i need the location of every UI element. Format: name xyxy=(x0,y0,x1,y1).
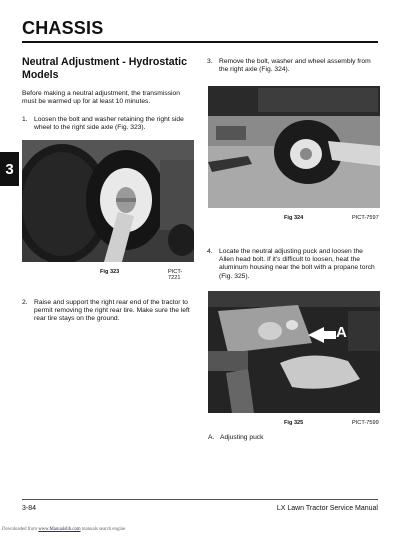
step-text: Remove the bolt, washer and wheel assembly from the right axle (Fig. 324). xyxy=(219,58,371,74)
photo-fig-325 xyxy=(208,291,380,413)
photo-callout-letter: A xyxy=(336,324,347,341)
section-heading: Neutral Adjustment - Hydrostatic Models xyxy=(22,56,188,81)
chapter-tab: 3 xyxy=(0,152,19,186)
step-4 xyxy=(207,248,379,281)
page-number: 3-84 xyxy=(22,505,37,512)
legend-letter: A. xyxy=(208,434,215,441)
figure-code: PICT-7599 xyxy=(352,420,379,426)
title-rule xyxy=(22,41,378,43)
intro-paragraph: Before making a neutral adjustment, the transmission must be warmed up for at least 10 minutes. xyxy=(22,90,180,106)
step-text: Locate the neutral adjusting puck and loosen the Allen head bolt. If it's difficult to loosen, heat the aluminum housing near the bolt with a propane torch (Fig. 325). xyxy=(219,248,375,280)
watermark-link[interactable]: www.Manualslib.com xyxy=(38,527,81,532)
step-number: 3. xyxy=(207,58,213,65)
watermark-prefix: Downloaded from xyxy=(2,527,38,532)
manual-title: LX Lawn Tractor Service Manual xyxy=(276,505,378,512)
figure-label: Fig 325 xyxy=(284,420,304,426)
step-number: 4. xyxy=(207,248,213,255)
figure-code: PICT-7597 xyxy=(352,215,379,221)
watermark-suffix: manuals search engine xyxy=(81,527,126,532)
chapter-title: CHASSIS xyxy=(22,18,104,38)
photo-fig-323 xyxy=(22,140,194,262)
figure-label: Fig 324 xyxy=(284,215,304,221)
legend-text: Adjusting puck xyxy=(220,434,264,441)
step-number: 2. xyxy=(22,299,28,306)
photo-fig-324 xyxy=(208,86,380,208)
step-2 xyxy=(22,299,192,324)
figure-code: PICT-7221 xyxy=(168,269,183,281)
step-text: Loosen the bolt and washer retaining the right side wheel to the right side axle (Fig. 323). xyxy=(34,116,184,132)
footer-rule xyxy=(22,499,378,500)
step-1 xyxy=(22,116,192,132)
step-number: 1. xyxy=(22,116,28,123)
figure-label: Fig 323 xyxy=(100,269,120,275)
download-watermark xyxy=(2,527,125,532)
step-3 xyxy=(207,58,379,74)
step-text: Raise and support the right rear end of the tractor to permit removing the right rear tire. Make sure the left rear tire stays on the ground. xyxy=(34,299,190,323)
legend-entry xyxy=(208,434,380,442)
